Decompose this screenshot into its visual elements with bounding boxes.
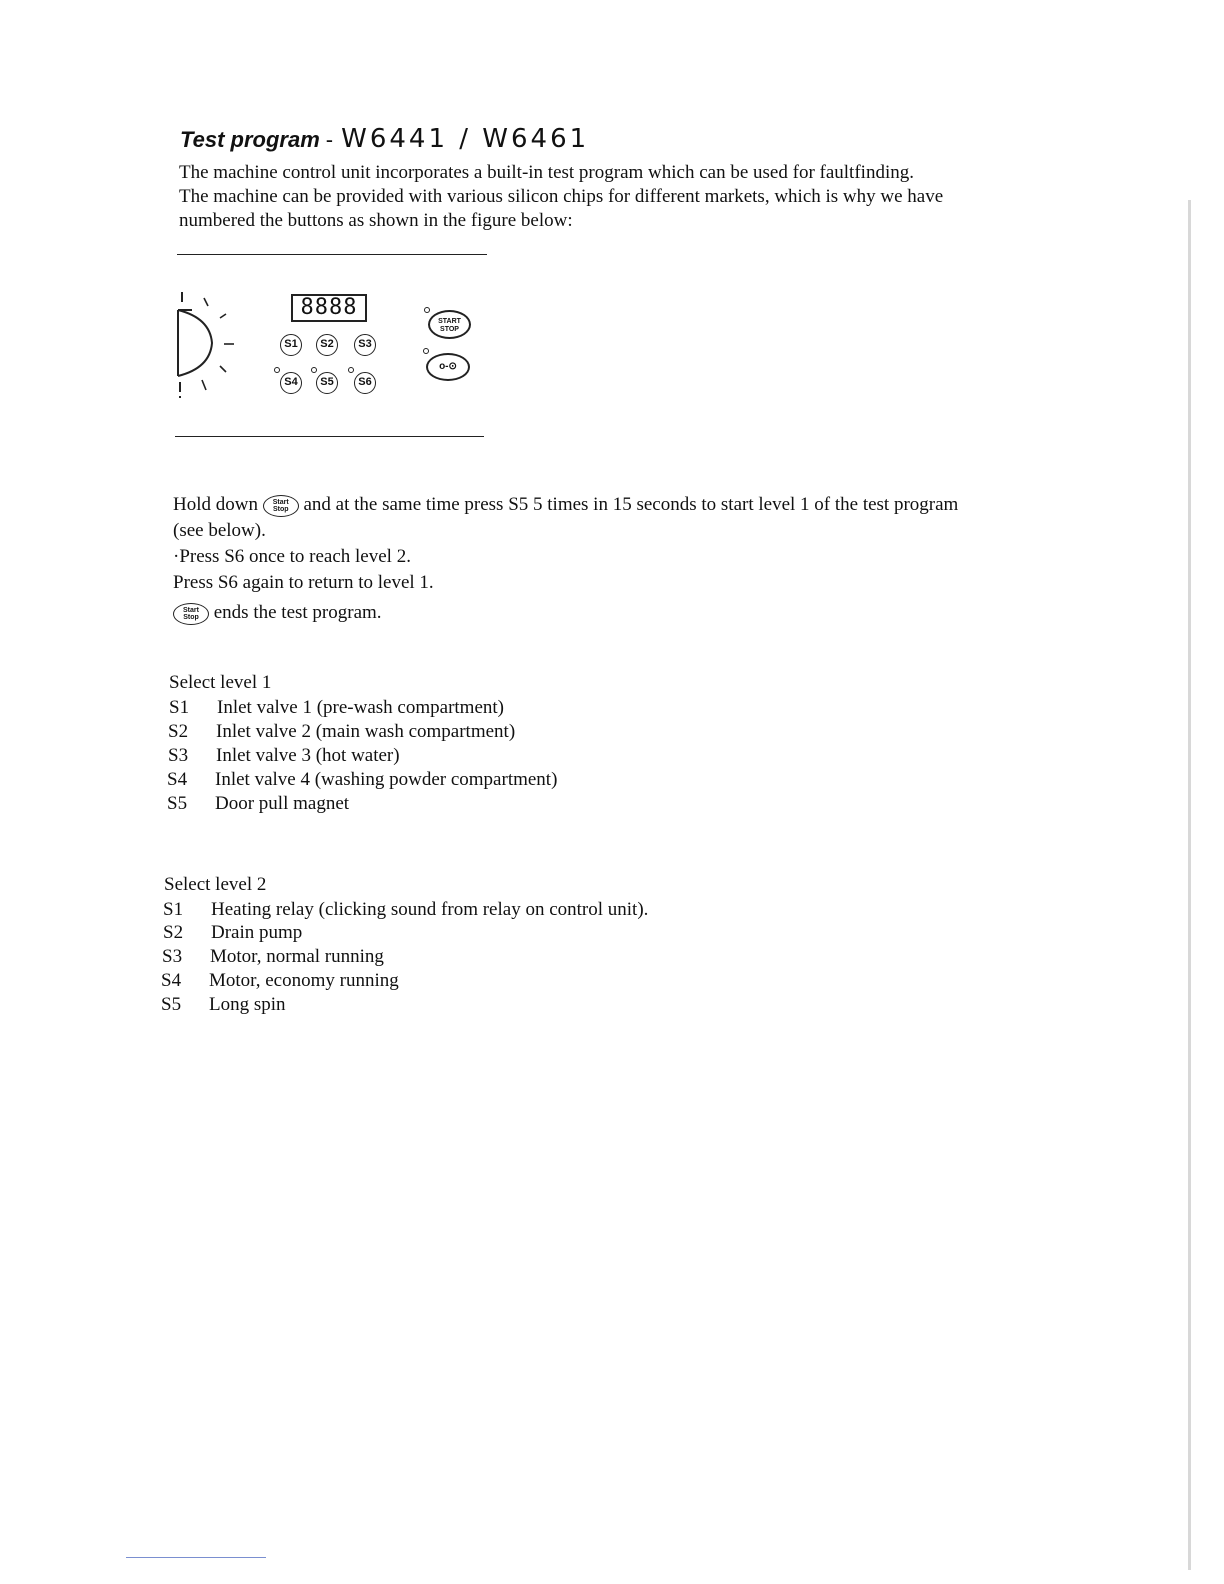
level2-code: S4 <box>161 970 182 991</box>
instruction-press-s6-once: ·Press S6 once to reach level 2. <box>173 546 411 567</box>
start-stop-icon <box>263 495 299 517</box>
level1-code: S5 <box>167 793 188 814</box>
level2-heading: Select level 2 <box>164 874 267 895</box>
level1-row <box>167 793 349 815</box>
level2-text: Long spin <box>209 994 286 1015</box>
start-stop-button-icon <box>428 310 471 339</box>
ends-program-text: ends the test program. <box>213 602 382 623</box>
intro-line-2: The machine can be provided with various silicon chips for different markets, which is why we have <box>179 186 944 207</box>
level1-code: S4 <box>167 769 188 790</box>
level2-text: Drain pump <box>211 922 303 943</box>
led-dot <box>423 348 429 354</box>
level2-text: Motor, normal running <box>210 946 384 967</box>
start-label: START <box>438 318 461 325</box>
level1-text: Door pull magnet <box>215 793 350 814</box>
intro-line-1: The machine control unit incorporates a built-in test program which can be used for faultfinding. <box>179 162 914 183</box>
level2-row <box>163 922 302 944</box>
level1-code: S2 <box>168 721 189 742</box>
led-dot <box>424 307 430 313</box>
figure-bottom-rule <box>175 436 484 437</box>
intro-paragraph <box>179 161 1039 233</box>
level1-text: Inlet valve 4 (washing powder compartment) <box>215 769 558 790</box>
key-button-icon: o-⊙ <box>426 353 470 381</box>
level2-text: Motor, economy running <box>209 970 399 991</box>
intro-line-3: numbered the buttons as shown in the figure below: <box>179 210 573 231</box>
panel-button-s1: S1 <box>280 334 302 356</box>
figure-top-rule <box>177 254 487 255</box>
level1-row <box>169 697 504 719</box>
led-dot <box>348 367 354 373</box>
icon-start-text: Start <box>272 498 289 506</box>
handwritten-models: W6441 / W6461 <box>341 124 590 154</box>
level2-code: S1 <box>163 899 184 920</box>
level2-code: S5 <box>161 994 182 1015</box>
level2-row <box>162 946 384 968</box>
level2-code: S2 <box>163 922 184 943</box>
title-separator: - <box>325 127 334 152</box>
icon-stop-text: Stop <box>183 613 199 621</box>
level1-row <box>167 769 557 791</box>
instruction-hold-down <box>173 492 1033 518</box>
level2-text: Heating relay (clicking sound from relay on control unit). <box>211 899 649 920</box>
instructions-block <box>173 492 1033 626</box>
level1-heading: Select level 1 <box>169 672 272 693</box>
instruction-press-s6-again: Press S6 again to return to level 1. <box>173 572 434 593</box>
level1-code: S3 <box>168 745 189 766</box>
title-label: Test program <box>180 127 320 152</box>
icon-stop-text: Stop <box>272 505 289 513</box>
level1-text: Inlet valve 3 (hot water) <box>216 745 400 766</box>
scan-artifact-line <box>126 1557 266 1558</box>
level1-row <box>168 721 515 743</box>
page-title <box>180 124 589 154</box>
scan-edge-line <box>1188 200 1191 1570</box>
level2-row <box>163 899 648 921</box>
panel-button-s4: S4 <box>280 372 302 394</box>
digit-display: 8888 <box>291 294 367 322</box>
level1-row <box>168 745 400 767</box>
panel-button-s5: S5 <box>316 372 338 394</box>
hold-down-continuation: and at the same time press S5 5 times in 15 seconds to start level 1 of the test program <box>303 494 959 515</box>
panel-button-s6: S6 <box>354 372 376 394</box>
icon-start-text: Start <box>183 606 199 614</box>
panel-button-s3: S3 <box>354 334 376 356</box>
stop-label: STOP <box>440 326 459 333</box>
program-dial-icon <box>168 288 248 400</box>
instruction-end <box>173 600 1033 626</box>
level2-row <box>161 994 286 1016</box>
led-dot <box>274 367 280 373</box>
level2-row <box>161 970 399 992</box>
level1-text: Inlet valve 2 (main wash compartment) <box>216 721 516 742</box>
led-dot <box>311 367 317 373</box>
hold-down-text: Hold down <box>173 494 258 515</box>
panel-button-s2: S2 <box>316 334 338 356</box>
start-stop-icon <box>173 603 209 625</box>
level1-code: S1 <box>169 697 190 718</box>
level1-text: Inlet valve 1 (pre-wash compartment) <box>217 697 504 718</box>
instruction-see-below: (see below). <box>173 520 266 541</box>
level2-code: S3 <box>162 946 183 967</box>
